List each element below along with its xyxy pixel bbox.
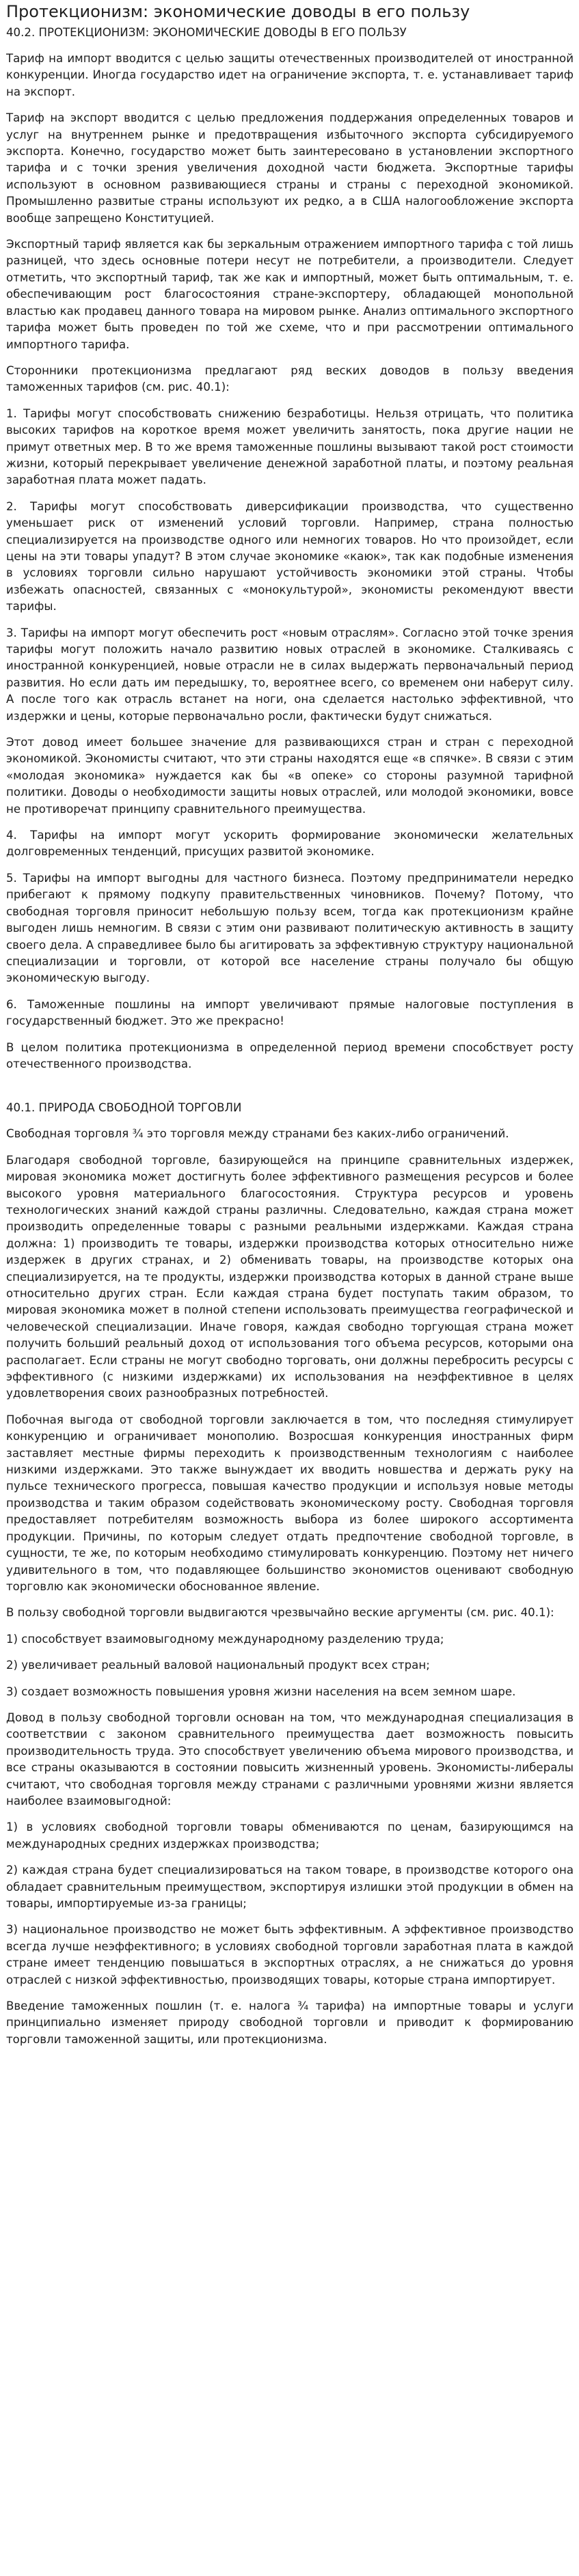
paragraph: 4. Тарифы на импорт могут ускорить формирование экономически желательных долговременных тенденций, присущих развитой экономике. xyxy=(6,829,574,859)
section-heading-free-trade: 40.1. ПРИРОДА СВОБОДНОЙ ТОРГОВЛИ xyxy=(6,1101,242,1115)
paragraph: Побочная выгода от свободной торговли заключается в том, что последняя стимулирует конкуренцию и ограничивает монополию. Возросшая конкуренция иностранных фирм заставляет местные фирмы переходить к производственным технологиям с наиболее низкими издержками. Это также вынуждает их вводить новшества и держать руку на пульсе технического прогресса, повышая качество продукции и используя новые методы производства и таким образом содействовать экономическому росту. Свободная торговля предоставляет потребителям возможность выбора из более широкого ассортимента продукции. Причины, по которым следует отдать предпочтение свободной торговле, в сущности, те же, по которым необходимо стимулировать конкуренцию. Поэтому нет ничего удивительного в том, что подавляющее большинство экономистов оценивают свободную торговлю как экономически обоснованное явление. xyxy=(6,1413,574,1593)
section-heading-protectionism: 40.2. ПРОТЕКЦИОНИЗМ: ЭКОНОМИЧЕСКИЕ ДОВОДЫ В ЕГО ПОЛЬЗУ xyxy=(6,26,407,39)
paragraph: 1) способствует взаимовыгодному международному разделению труда; xyxy=(6,1632,444,1646)
paragraph: 5. Тарифы на импорт выгодны для частного бизнеса. Поэтому предприниматели нередко прибегают к прямому подкупу правительственных чиновников. Почему? Потому, что свободная торговля приносит небольшую пользу всем, тогда как протекционизм крайне выгоден лишь немногим. В связи с этим они развивают политическую активность в защиту своего дела. А справедливее было бы агитировать за эффективную структуру национальной специализации и торговли, от которой все население страны получало бы общую экономическую выгоду. xyxy=(6,871,574,985)
paragraph: 3. Тарифы на импорт могут обеспечить рост «новым отраслям». Согласно этой точке зрения тарифы могут положить начало развитию новых отраслей в экономике. Сталкиваясь с иностранной конкуренцией, новые отрасли не в силах выдержать первоначальный период развития. Но если дать им передышку, то, вероятнее всего, со временем они наберут силу. А после того как отрасль встанет на ноги, она сделается настолько эффективной, что издержки и цены, которые первоначально росли, фактически будут снижаться. xyxy=(6,626,574,723)
section-spacer xyxy=(6,1082,574,1100)
paragraph: Благодаря свободной торговле, базирующейся на принципе сравнительных издержек, мировая экономика может достигнуть более эффективного размещения ресурсов и более высокого уровня материального благосостояния. Структура ресурсов и уровень технологических знаний каждой страны различны. Следовательно, каждая страна может производить определенные товары с разными реальными издержками. Каждая страна должна: 1) производить те товары, издержки производства которых относительно ниже издержек в других странах, и 2) обменивать товары, на производстве которых она специализируется, на те продукты, издержки производства которых в данной стране выше относительно других стран. Если каждая страна будет поступать таким образом, то мировая экономика может в полной степени использовать преимущества географической и человеческой специализации. Иначе говоря, каждая свободно торгующая страна может получить больший реальный доход от использования того объема ресурсов, которыми она располагает. Если страны не могут свободно торговать, они должны перебросить ресурсы с эффективного (с низкими издержками) их использования на неэффективное в целях удовлетворения своих разнообразных потребностей. xyxy=(6,1153,574,1400)
paragraph: Экспортный тариф является как бы зеркальным отражением импортного тарифа с той лишь разницей, что здесь основные потери несут не потребители, а производители. Следует отметить, что экспортный тариф, так же как и импортный, может быть оптимальным, т. е. обеспечивающим рост благосостояния стране-экспортеру, обладающей монопольной властью как продавец данного товара на мировом рынке. Анализ оптимального экспортного тарифа может быть проведен по той же схеме, что и при рассмотрении оптимального импортного тарифа. xyxy=(6,238,574,351)
section-protectionism xyxy=(6,25,574,1072)
paragraph: В целом политика протекционизма в определенной период времени способствует росту отечественного производства. xyxy=(6,1040,574,1070)
paragraph: 3) национальное производство не может быть эффективным. А эффективное производство всегда лучше неэффективного; в условиях свободной торговли заработная плата в каждой стране имеет тенденцию повышаться в экспортных отраслях, а не снижаться до уровня отраслей с низкой эффективностью, производящих товары, которые страна импортирует. xyxy=(6,1923,574,1986)
paragraph: Довод в пользу свободной торговли основан на том, что международная специализация в соответствии с законом сравнительного преимущества дает возможность повысить производительность труда. Это способствует увеличению объема мирового производства, и все страны оказываются в состоянии повысить жизненный уровень. Экономисты-либералы считают, что свободная торговля между странами с различными уровнями жизни является наиболее взаимовыгодной: xyxy=(6,1711,574,1808)
paragraph: Тариф на импорт вводится с целью защиты отечественных производителей от иностранной конкуренции. Иногда государство идет на ограничение экспорта, т. е. устанавливает тариф на экспорт. xyxy=(6,52,574,98)
paragraph: 2) каждая страна будет специализироваться на таком товаре, в производстве которого она обладает сравнительным преимуществом, экспортируя излишки этой продукции в обмен на товары, импортируемые из-за границы; xyxy=(6,1864,574,1910)
paragraph: Введение таможенных пошлин (т. е. налога ¾ тарифа) на импортные товары и услуги принципиально изменяет природу свободной торговли и приводит к формированию торговли таможенной защиты, или протекционизма. xyxy=(6,1999,574,2046)
paragraph: Сторонники протекционизма предлагают ряд веских доводов в пользу введения таможенных тарифов (см. рис. 40.1): xyxy=(6,363,574,394)
paragraph: В пользу свободной торговли выдвигаются чрезвычайно веские аргументы (см. рис. 40.1): xyxy=(6,1606,554,1620)
paragraph: 2. Тарифы могут способствовать диверсификации производства, что существенно уменьшает риск от изменений условий торговли. Например, страна полностью специализируется на производстве одного или немногих товаров. Но что произойдет, если цены на эти товары упадут? В этом случае экономике «каюк», так как подобные изменения в условиях торговли сильно нарушают устойчивость экономики этой страны. Чтобы избежать опасностей, связанных с «монокультурой», экономисты рекомендуют ввести тарифы. xyxy=(6,499,574,613)
paragraph: Этот довод имеет большее значение для развивающихся стран и стран с переходной экономикой. Экономисты считают, что эти страны находятся еще «в спячке». В связи с этим «молодая экономика» нуждается как бы «в опеке» со стороны разумной тарифной политики. Доводы о необходимости защиты новых отраслей, или молодой экономики, вовсе не противоречат принципу сравнительного преимущества. xyxy=(6,736,574,816)
paragraph: 3) создает возможность повышения уровня жизни населения на всем земном шаре. xyxy=(6,1685,516,1698)
paragraph: 1. Тарифы могут способствовать снижению безработицы. Нельзя отрицать, что политика высоких тарифов на короткое время может увеличить занятость, пока другие нации не примут ответных мер. В то же время таможенные пошлины вызывают такой рост стоимости жизни, который перекрывает увеличение денежной заработной платы, и поэтому реальная заработная плата может падать. xyxy=(6,406,574,487)
paragraph: Тариф на экспорт вводится с целью предложения поддержания определенных товаров и услуг на внутреннем рынке и предотвращения избыточного экспорта субсидируемого экспорта. Конечно, государство может быть заинтересовано в установлении экспортного тарифа и с точки зрения увеличения доходной части бюджета. Экспортные тарифы используют в основном развивающиеся страны и страны с переходной экономикой. Промышленно развитые страны используют их редко, а в США налогообложение экспорта вообще запрещено Конституцией. xyxy=(6,111,574,225)
page-title: Протекционизм: экономические доводы в его пользу xyxy=(6,2,470,21)
section-free-trade xyxy=(6,1100,574,2048)
paragraph: 6. Таможенные пошлины на импорт увеличивают прямые налоговые поступления в государственный бюджет. Это же прекрасно! xyxy=(6,997,574,1028)
paragraph: 2) увеличивает реальный валовой национальный продукт всех стран; xyxy=(6,1659,430,1672)
paragraph: Свободная торговля ¾ это торговля между странами без каких-либо ограничений. xyxy=(6,1127,509,1141)
paragraph: 1) в условиях свободной торговли товары обмениваются по ценам, базирующимся на международных средних издержках производства; xyxy=(6,1820,574,1851)
